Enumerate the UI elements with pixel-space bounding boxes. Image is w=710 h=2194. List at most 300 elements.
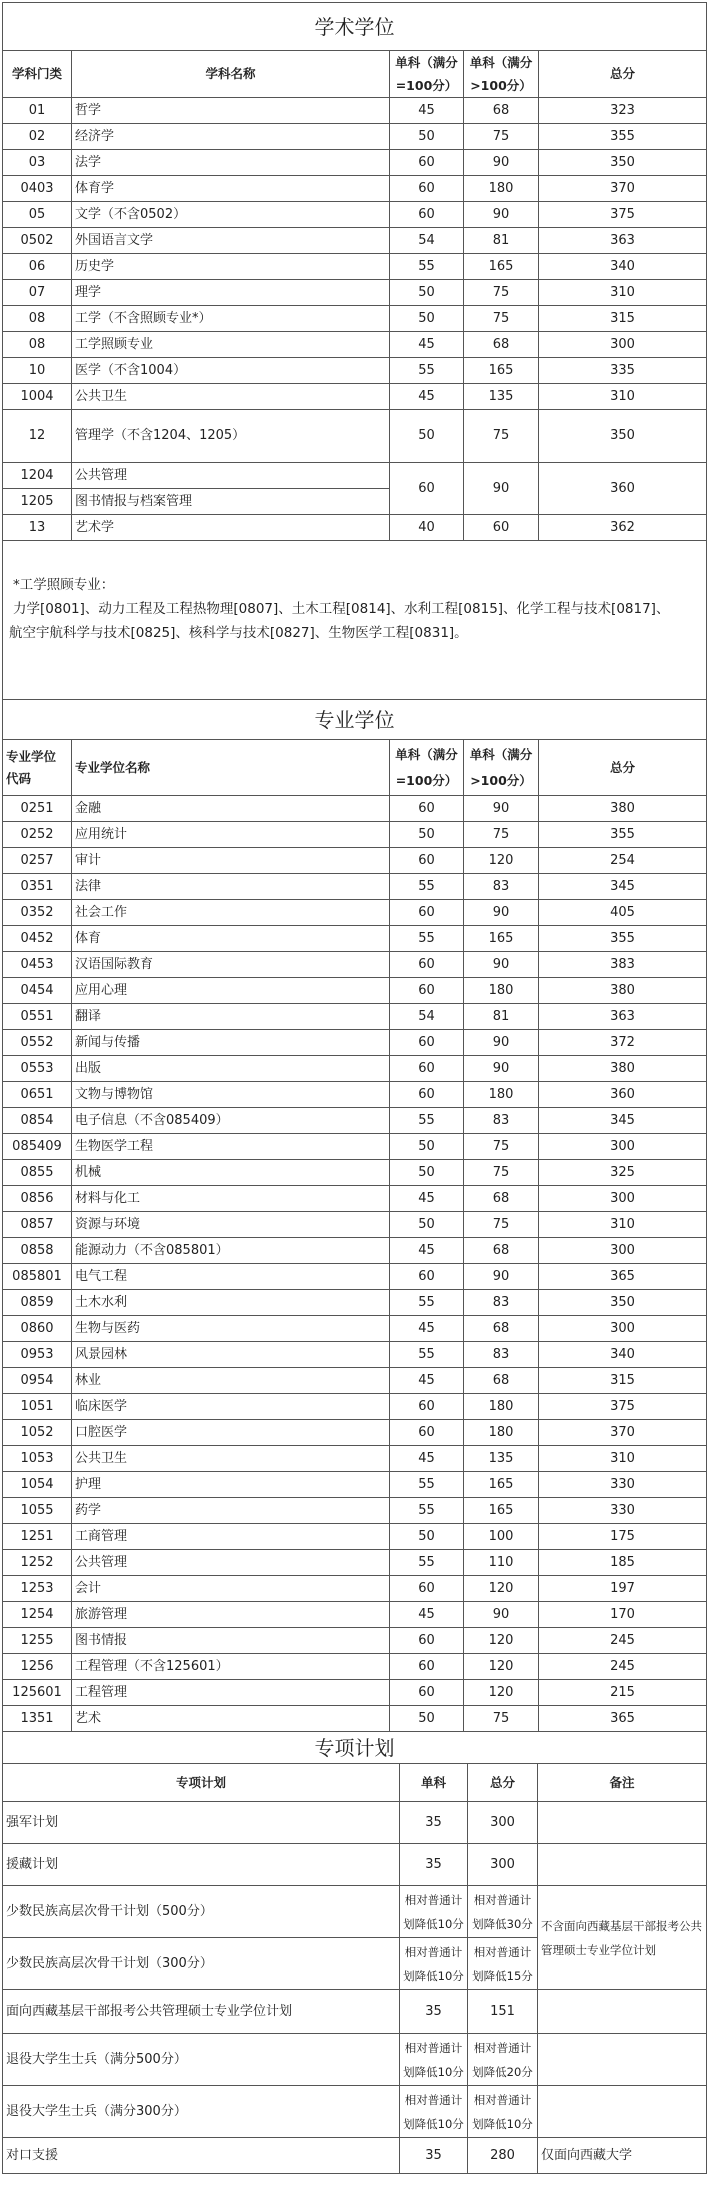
cell-sgt: 165 [464,1498,539,1524]
cell-sgt: 81 [464,1004,539,1030]
cell-total: 185 [539,1550,707,1576]
cell-s100: 60 [390,1654,464,1680]
professional-table [2,699,707,1732]
cell-name: 艺术 [72,1706,390,1732]
cell-s100: 55 [390,358,464,384]
table-row [3,1420,707,1446]
cell-sgt: 75 [464,1134,539,1160]
cell-name: 应用心理 [72,978,390,1004]
cell-code: 08 [3,332,72,358]
table-row: 1205 图书情报与档案管理 [3,489,707,515]
cell-code: 0855 [3,1160,72,1186]
cell-name: 电子信息（不含085409） [72,1108,390,1134]
cell-code: 08 [3,306,72,332]
table-row [3,1342,707,1368]
cell-sgt: 165 [464,1472,539,1498]
cell-code: 0953 [3,1342,72,1368]
cell-sgt: 83 [464,874,539,900]
cell-s100: 50 [390,1706,464,1732]
cell-s100: 60 [390,1030,464,1056]
cell-s100: 55 [390,926,464,952]
cell-total: 355 [539,822,707,848]
cell-sgt: 68 [464,332,539,358]
table-row [3,1030,707,1056]
cell-total: 300 [539,1134,707,1160]
table-row: 援藏计划 35 300 [3,1844,707,1886]
cell-name: 法律 [72,874,390,900]
cell-total: 355 [539,926,707,952]
cell-s100: 50 [390,306,464,332]
cell-code: 06 [3,254,72,280]
cell-name: 工学照顾专业 [72,332,390,358]
cell-s100: 60 [390,1082,464,1108]
cell-s100: 55 [390,1290,464,1316]
table-row: 退役大学生士兵（满分500分） 相对普通计划降低10分 相对普通计划降低20分 [3,2034,707,2086]
cell-code: 1255 [3,1628,72,1654]
header-plan: 专项计划 [3,1764,400,1802]
cell-name: 能源动力（不含085801） [72,1238,390,1264]
cell-name: 应用统计 [72,822,390,848]
cell-total: 335 [539,358,707,384]
cell-total: 363 [539,1004,707,1030]
header-single: 单科 [400,1764,468,1802]
note-title: *工学照顾专业： [13,577,115,593]
cell-s100: 60 [390,1576,464,1602]
cell-sgt: 135 [464,1446,539,1472]
table-row [3,1004,707,1030]
header-single-100: 单科（满分 =100分） [390,740,464,796]
academic-rows [3,98,707,410]
cell-s100: 60 [390,1680,464,1706]
cell-sgt: 90 [464,150,539,176]
table-row: 强军计划 35 300 [3,1802,707,1844]
cell-s100: 50 [390,1134,464,1160]
cell-name: 资源与环境 [72,1212,390,1238]
cell-name: 药学 [72,1498,390,1524]
cell-total: 315 [539,306,707,332]
cell-total: 340 [539,1342,707,1368]
cell-s100: 60 [390,1394,464,1420]
cell-name: 汉语国际教育 [72,952,390,978]
cell-code: 125601 [3,1680,72,1706]
cell-name: 工商管理 [72,1524,390,1550]
table-row [3,1316,707,1342]
cell-sgt: 180 [464,1420,539,1446]
cell-s100: 45 [390,1602,464,1628]
cell-code: 0857 [3,1212,72,1238]
professional-title: 专业学位 [3,700,707,740]
cell-sgt: 83 [464,1108,539,1134]
cell-name: 文物与博物馆 [72,1082,390,1108]
score-tables [2,2,706,2174]
cell-sgt: 120 [464,1576,539,1602]
cell-sgt: 180 [464,1082,539,1108]
cell-total: 360 [539,1082,707,1108]
cell-sgt: 83 [464,1342,539,1368]
table-row [3,822,707,848]
table-row [3,176,707,202]
cell-total: 310 [539,1446,707,1472]
cell-sgt: 75 [464,280,539,306]
table-row [3,874,707,900]
cell-sgt: 68 [464,1316,539,1342]
table-row [3,1498,707,1524]
cell-code: 1251 [3,1524,72,1550]
cell-s100: 55 [390,1342,464,1368]
cell-sgt: 180 [464,176,539,202]
cell-code: 0352 [3,900,72,926]
cell-s100: 60 [390,952,464,978]
cell-code: 0453 [3,952,72,978]
cell-sgt: 165 [464,358,539,384]
cell-sgt: 68 [464,1186,539,1212]
cell-code: 03 [3,150,72,176]
table-row: 12 管理学（不含1204、1205） 50 75 350 [3,410,707,463]
cell-sgt: 120 [464,1654,539,1680]
table-row: 退役大学生士兵（满分300分） 相对普通计划降低10分 相对普通计划降低10分 [3,2086,707,2138]
cell-code: 1055 [3,1498,72,1524]
table-row [3,98,707,124]
cell-name: 工程管理（不含125601） [72,1654,390,1680]
table-row [3,228,707,254]
cell-code: 0403 [3,176,72,202]
header-total: 总分 [539,740,707,796]
cell-sgt: 120 [464,1628,539,1654]
table-row [3,124,707,150]
cell-name: 体育学 [72,176,390,202]
table-row [3,1082,707,1108]
cell-code: 02 [3,124,72,150]
cell-total: 370 [539,176,707,202]
cell-name: 生物医学工程 [72,1134,390,1160]
table-row [3,1238,707,1264]
cell-s100: 55 [390,1108,464,1134]
cell-s100: 55 [390,1550,464,1576]
table-row [3,1446,707,1472]
cell-sgt: 90 [464,1602,539,1628]
cell-total: 383 [539,952,707,978]
cell-name: 风景园林 [72,1342,390,1368]
cell-s100: 60 [390,978,464,1004]
table-row [3,1134,707,1160]
header-single-gt100: 单科（满分 >100分） [464,740,539,796]
table-row: 少数民族高层次骨干计划（500分） 相对普通计划降低10分 相对普通计划降低30分 不含面向西藏基层干部报考公共管理硕士专业学位计划 [3,1886,707,1938]
table-row [3,254,707,280]
cell-name: 旅游管理 [72,1602,390,1628]
cell-code: 0651 [3,1082,72,1108]
cell-total: 323 [539,98,707,124]
cell-name: 经济学 [72,124,390,150]
cell-total: 380 [539,978,707,1004]
cell-sgt: 68 [464,1368,539,1394]
table-row [3,202,707,228]
cell-name: 审计 [72,848,390,874]
cell-name: 外国语言文学 [72,228,390,254]
cell-s100: 60 [390,796,464,822]
cell-s100: 60 [390,202,464,228]
cell-sgt: 165 [464,254,539,280]
cell-sgt: 81 [464,228,539,254]
professional-rows [3,796,707,1732]
cell-s100: 55 [390,1498,464,1524]
cell-code: 085801 [3,1264,72,1290]
cell-sgt: 180 [464,978,539,1004]
cell-s100: 50 [390,1524,464,1550]
cell-s100: 50 [390,124,464,150]
cell-total: 345 [539,874,707,900]
table-row [3,1290,707,1316]
cell-total: 254 [539,848,707,874]
cell-code: 05 [3,202,72,228]
cell-code: 1254 [3,1602,72,1628]
cell-s100: 60 [390,1420,464,1446]
cell-name: 土木水利 [72,1290,390,1316]
table-row [3,1186,707,1212]
cell-sgt: 75 [464,1706,539,1732]
cell-name: 公共卫生 [72,1446,390,1472]
cell-name: 图书情报 [72,1628,390,1654]
cell-total: 350 [539,150,707,176]
cell-sgt: 75 [464,1212,539,1238]
cell-name: 林业 [72,1368,390,1394]
table-row [3,1654,707,1680]
cell-total: 310 [539,1212,707,1238]
table-row [3,358,707,384]
note-line: 力学[0801]、动力工程及工程热物理[0807]、土木工程[0814]、水利工程[0815]、化学工程与技术[0817]、 [13,601,670,617]
cell-code: 1256 [3,1654,72,1680]
cell-total: 310 [539,280,707,306]
cell-code: 01 [3,98,72,124]
cell-total: 300 [539,1238,707,1264]
cell-total: 245 [539,1628,707,1654]
cell-sgt: 120 [464,1680,539,1706]
cell-total: 372 [539,1030,707,1056]
table-row [3,952,707,978]
cell-code: 0954 [3,1368,72,1394]
table-row [3,1550,707,1576]
cell-s100: 45 [390,1446,464,1472]
table-row [3,150,707,176]
cell-s100: 55 [390,254,464,280]
cell-name: 历史学 [72,254,390,280]
cell-sgt: 68 [464,1238,539,1264]
table-row [3,1680,707,1706]
table-row [3,1212,707,1238]
cell-sgt: 75 [464,1160,539,1186]
cell-total: 310 [539,384,707,410]
cell-code: 0551 [3,1004,72,1030]
cell-code: 0452 [3,926,72,952]
cell-s100: 55 [390,874,464,900]
cell-name: 电气工程 [72,1264,390,1290]
cell-s100: 60 [390,1264,464,1290]
table-row [3,926,707,952]
cell-code: 1253 [3,1576,72,1602]
cell-s100: 45 [390,1316,464,1342]
table-row: 13 艺术学 40 60 362 [3,515,707,541]
cell-code: 1052 [3,1420,72,1446]
cell-sgt: 100 [464,1524,539,1550]
cell-total: 215 [539,1680,707,1706]
cell-total: 315 [539,1368,707,1394]
table-row [3,1160,707,1186]
cell-sgt: 180 [464,1394,539,1420]
cell-total: 375 [539,202,707,228]
header-single-100: 单科（满分 =100分） [390,51,464,98]
cell-name: 工程管理 [72,1680,390,1706]
cell-sgt: 90 [464,1056,539,1082]
table-row: 1204 公共管理 60 90 360 [3,463,707,489]
cell-sgt: 83 [464,1290,539,1316]
cell-total: 300 [539,332,707,358]
academic-table [2,2,707,700]
cell-name: 口腔医学 [72,1420,390,1446]
cell-code: 0859 [3,1290,72,1316]
header-single-gt100: 单科（满分 >100分） [464,51,539,98]
cell-total: 355 [539,124,707,150]
cell-sgt: 165 [464,926,539,952]
table-row [3,1264,707,1290]
cell-name: 理学 [72,280,390,306]
cell-s100: 45 [390,1186,464,1212]
cell-s100: 45 [390,98,464,124]
cell-s100: 50 [390,822,464,848]
cell-total: 365 [539,1264,707,1290]
cell-total: 370 [539,1420,707,1446]
engineering-note [3,541,707,700]
special-title: 专项计划 [3,1732,707,1764]
cell-sgt: 90 [464,796,539,822]
cell-name: 哲学 [72,98,390,124]
cell-name: 社会工作 [72,900,390,926]
header-category: 学科门类 [3,51,72,98]
cell-name: 公共管理 [72,1550,390,1576]
cell-name: 临床医学 [72,1394,390,1420]
cell-code: 0854 [3,1108,72,1134]
cell-code: 1051 [3,1394,72,1420]
table-row [3,1368,707,1394]
cell-code: 0351 [3,874,72,900]
cell-code: 0251 [3,796,72,822]
cell-code: 1351 [3,1706,72,1732]
header-total: 总分 [468,1764,538,1802]
table-row [3,1576,707,1602]
cell-s100: 60 [390,1056,464,1082]
cell-total: 350 [539,1290,707,1316]
cell-sgt: 90 [464,952,539,978]
cell-name: 机械 [72,1160,390,1186]
cell-sgt: 75 [464,124,539,150]
cell-s100: 50 [390,1160,464,1186]
header-degree-name: 专业学位名称 [72,740,390,796]
cell-total: 197 [539,1576,707,1602]
cell-s100: 45 [390,1368,464,1394]
cell-name: 新闻与传播 [72,1030,390,1056]
cell-s100: 54 [390,228,464,254]
cell-total: 365 [539,1706,707,1732]
cell-total: 345 [539,1108,707,1134]
cell-sgt: 75 [464,822,539,848]
cell-total: 375 [539,1394,707,1420]
table-row [3,1056,707,1082]
cell-code: 10 [3,358,72,384]
cell-sgt: 75 [464,306,539,332]
cell-sgt: 135 [464,384,539,410]
table-row: 对口支援 35 280 仅面向西藏大学 [3,2138,707,2174]
cell-sgt: 110 [464,1550,539,1576]
cell-total: 300 [539,1186,707,1212]
cell-name: 体育 [72,926,390,952]
cell-code: 1053 [3,1446,72,1472]
cell-total: 380 [539,796,707,822]
cell-s100: 45 [390,332,464,358]
cell-code: 1252 [3,1550,72,1576]
cell-total: 380 [539,1056,707,1082]
cell-sgt: 90 [464,900,539,926]
cell-s100: 60 [390,900,464,926]
note-line: 航空宇航科学与技术[0825]、核科学与技术[0827]、生物医学工程[0831]。 [9,625,468,641]
academic-title: 学术学位 [3,3,707,51]
cell-s100: 60 [390,150,464,176]
cell-code: 0502 [3,228,72,254]
header-total: 总分 [539,51,707,98]
cell-s100: 55 [390,1472,464,1498]
cell-name: 护理 [72,1472,390,1498]
cell-name: 出版 [72,1056,390,1082]
table-row [3,978,707,1004]
cell-s100: 60 [390,848,464,874]
cell-total: 340 [539,254,707,280]
cell-code: 085409 [3,1134,72,1160]
cell-s100: 45 [390,1238,464,1264]
header-subject-name: 学科名称 [72,51,390,98]
cell-s100: 45 [390,384,464,410]
table-row [3,384,707,410]
cell-total: 330 [539,1472,707,1498]
header-remark: 备注 [538,1764,707,1802]
cell-name: 生物与医药 [72,1316,390,1342]
cell-name: 材料与化工 [72,1186,390,1212]
cell-code: 0454 [3,978,72,1004]
cell-sgt: 90 [464,1264,539,1290]
table-row [3,1524,707,1550]
cell-sgt: 90 [464,1030,539,1056]
cell-code: 0552 [3,1030,72,1056]
cell-total: 325 [539,1160,707,1186]
table-row [3,280,707,306]
cell-s100: 50 [390,280,464,306]
table-row [3,1602,707,1628]
table-row [3,1628,707,1654]
cell-s100: 50 [390,1212,464,1238]
cell-name: 法学 [72,150,390,176]
cell-total: 405 [539,900,707,926]
cell-total: 330 [539,1498,707,1524]
minority-remark: 不含面向西藏基层干部报考公共管理硕士专业学位计划 [538,1886,707,1990]
cell-code: 07 [3,280,72,306]
cell-total: 300 [539,1316,707,1342]
cell-code: 1004 [3,384,72,410]
cell-total: 245 [539,1654,707,1680]
header-degree-code: 专业学位代码 [3,740,72,796]
table-row [3,306,707,332]
cell-s100: 60 [390,176,464,202]
cell-code: 0553 [3,1056,72,1082]
cell-name: 金融 [72,796,390,822]
table-row [3,900,707,926]
cell-code: 0257 [3,848,72,874]
special-plan-table [2,1731,707,2174]
